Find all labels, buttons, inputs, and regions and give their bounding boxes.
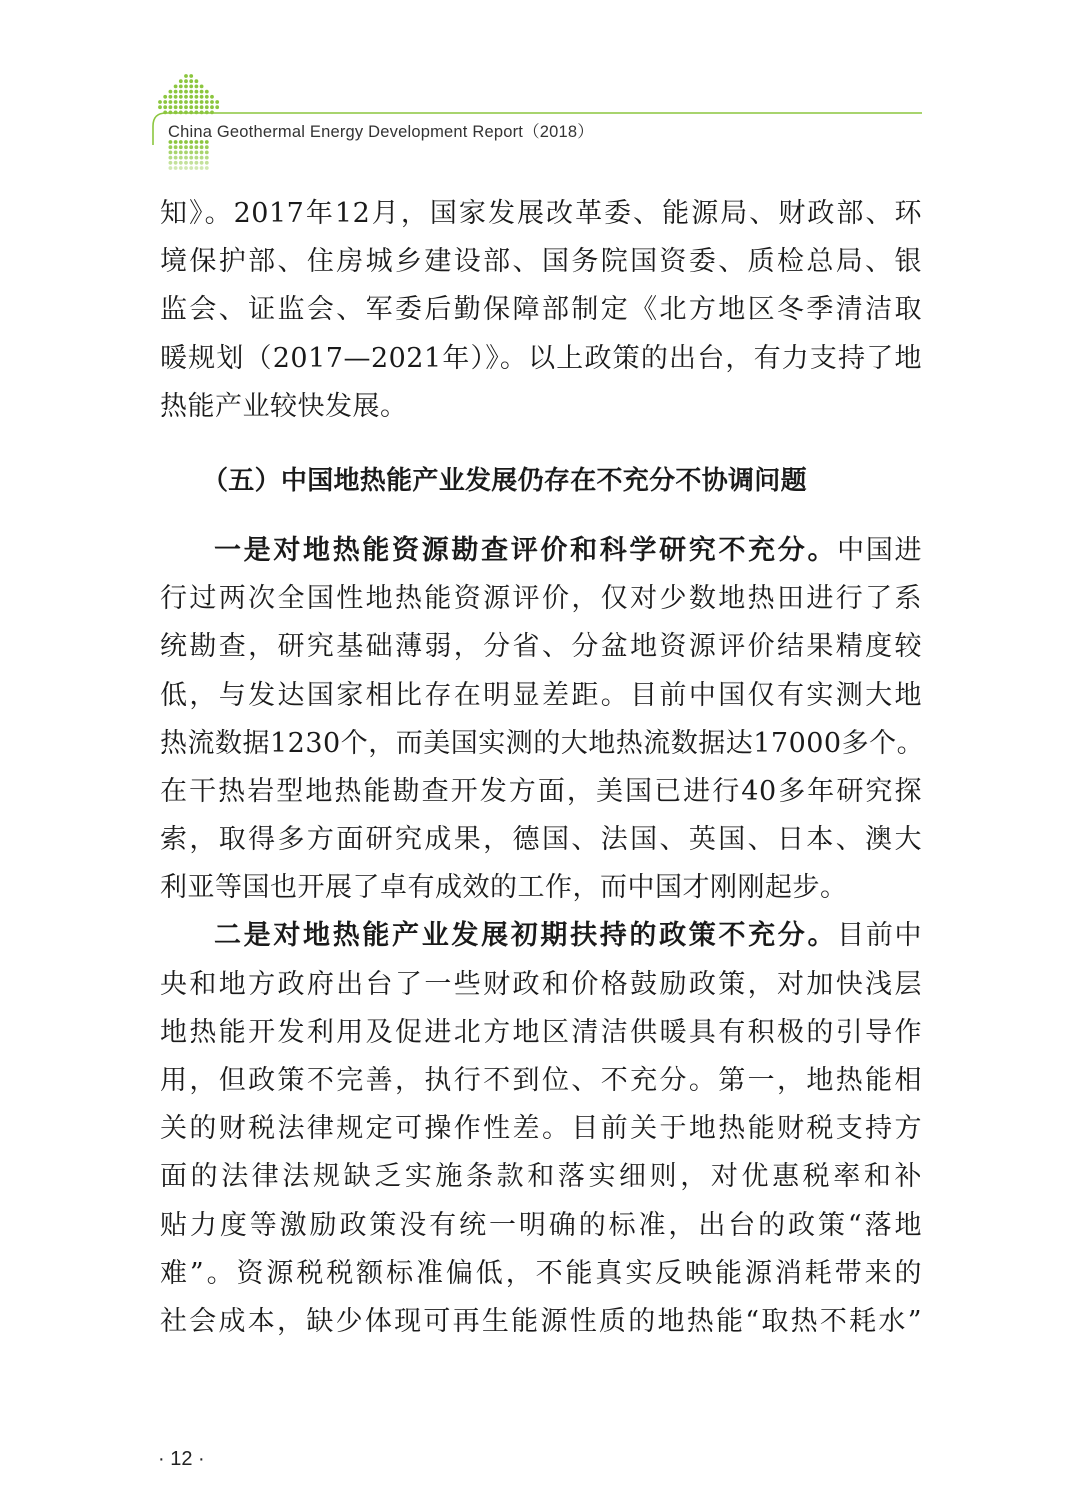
paragraph-text: 中国进 bbox=[837, 534, 923, 566]
running-header-title: China Geothermal Energy Development Report（2018） bbox=[168, 123, 594, 141]
text-line: 难”。资源税税额标准偏低，不能真实反映能源消耗带来的 bbox=[160, 1257, 922, 1289]
text-line: 知》。2017年12月，国家发展改革委、能源局、财政部、环 bbox=[160, 198, 922, 229]
paragraph-text: 目前中 bbox=[837, 920, 923, 952]
text-line: 关的财税法律规定可操作性差。目前关于地热能财税支持方 bbox=[160, 1113, 922, 1145]
text-line: 央和地方政府出台了一些财政和价格鼓励政策，对加快浅层 bbox=[160, 968, 922, 1000]
text-line: 低，与发达国家相比存在明显差距。目前中国仅有实测大地 bbox=[160, 679, 922, 711]
text-line: 利亚等国也开展了卓有成效的工作，而中国才刚刚起步。 bbox=[160, 872, 848, 904]
paragraph-lead: 二是对地热能产业发展初期扶持的政策不充分。 bbox=[214, 920, 838, 952]
text-line: 用，但政策不完善，执行不到位、不充分。第一，地热能相 bbox=[160, 1065, 922, 1096]
text-line: 在干热岩型地热能勘查开发方面，美国已进行40多年研究探 bbox=[160, 775, 922, 807]
text-line: 社会成本，缺少体现可再生能源性质的地热能“取热不耗水” bbox=[160, 1305, 922, 1337]
text-line: 面的法律法规缺乏实施条款和落实细则，对优惠税率和补 bbox=[160, 1161, 922, 1193]
paragraph-1 bbox=[160, 190, 922, 431]
text-line: 暖规划（2017—2021年）》。以上政策的出台，有力支持了地 bbox=[160, 342, 922, 374]
paragraph-lead: 一是对地热能资源勘查评价和科学研究不充分。 bbox=[214, 534, 838, 566]
text-line: 热能产业较快发展。 bbox=[160, 390, 408, 422]
page-number: · 12 · bbox=[158, 1448, 205, 1470]
paragraph-3 bbox=[160, 912, 922, 1346]
text-line: 统勘查，研究基础薄弱，分省、分盆地资源评价结果精度较 bbox=[160, 631, 922, 663]
text-line: 境保护部、住房城乡建设部、国务院国资委、质检总局、银 bbox=[160, 246, 922, 278]
section-heading: （五）中国地热能产业发展仍存在不充分不协调问题 bbox=[202, 465, 807, 496]
paragraph-2 bbox=[160, 527, 925, 913]
text-line: 监会、证监会、军委后勤保障部制定《北方地区冬季清洁取 bbox=[160, 294, 922, 326]
text-line: 地热能开发利用及促进北方地区清洁供暖具有积极的引导作 bbox=[160, 1016, 922, 1048]
text-line bbox=[160, 527, 922, 575]
text-line: 索，取得多方面研究成果，德国、法国、英国、日本、澳大 bbox=[160, 824, 922, 856]
page-body bbox=[160, 190, 925, 1346]
text-line: 行过两次全国性地热能资源评价，仅对少数地热田进行了系 bbox=[160, 583, 922, 615]
text-line: 贴力度等激励政策没有统一明确的标准，出台的政策“落地 bbox=[160, 1209, 922, 1241]
text-line bbox=[160, 912, 922, 960]
text-line: 热流数据1230个，而美国实测的大地热流数据达17000多个。 bbox=[160, 727, 925, 759]
